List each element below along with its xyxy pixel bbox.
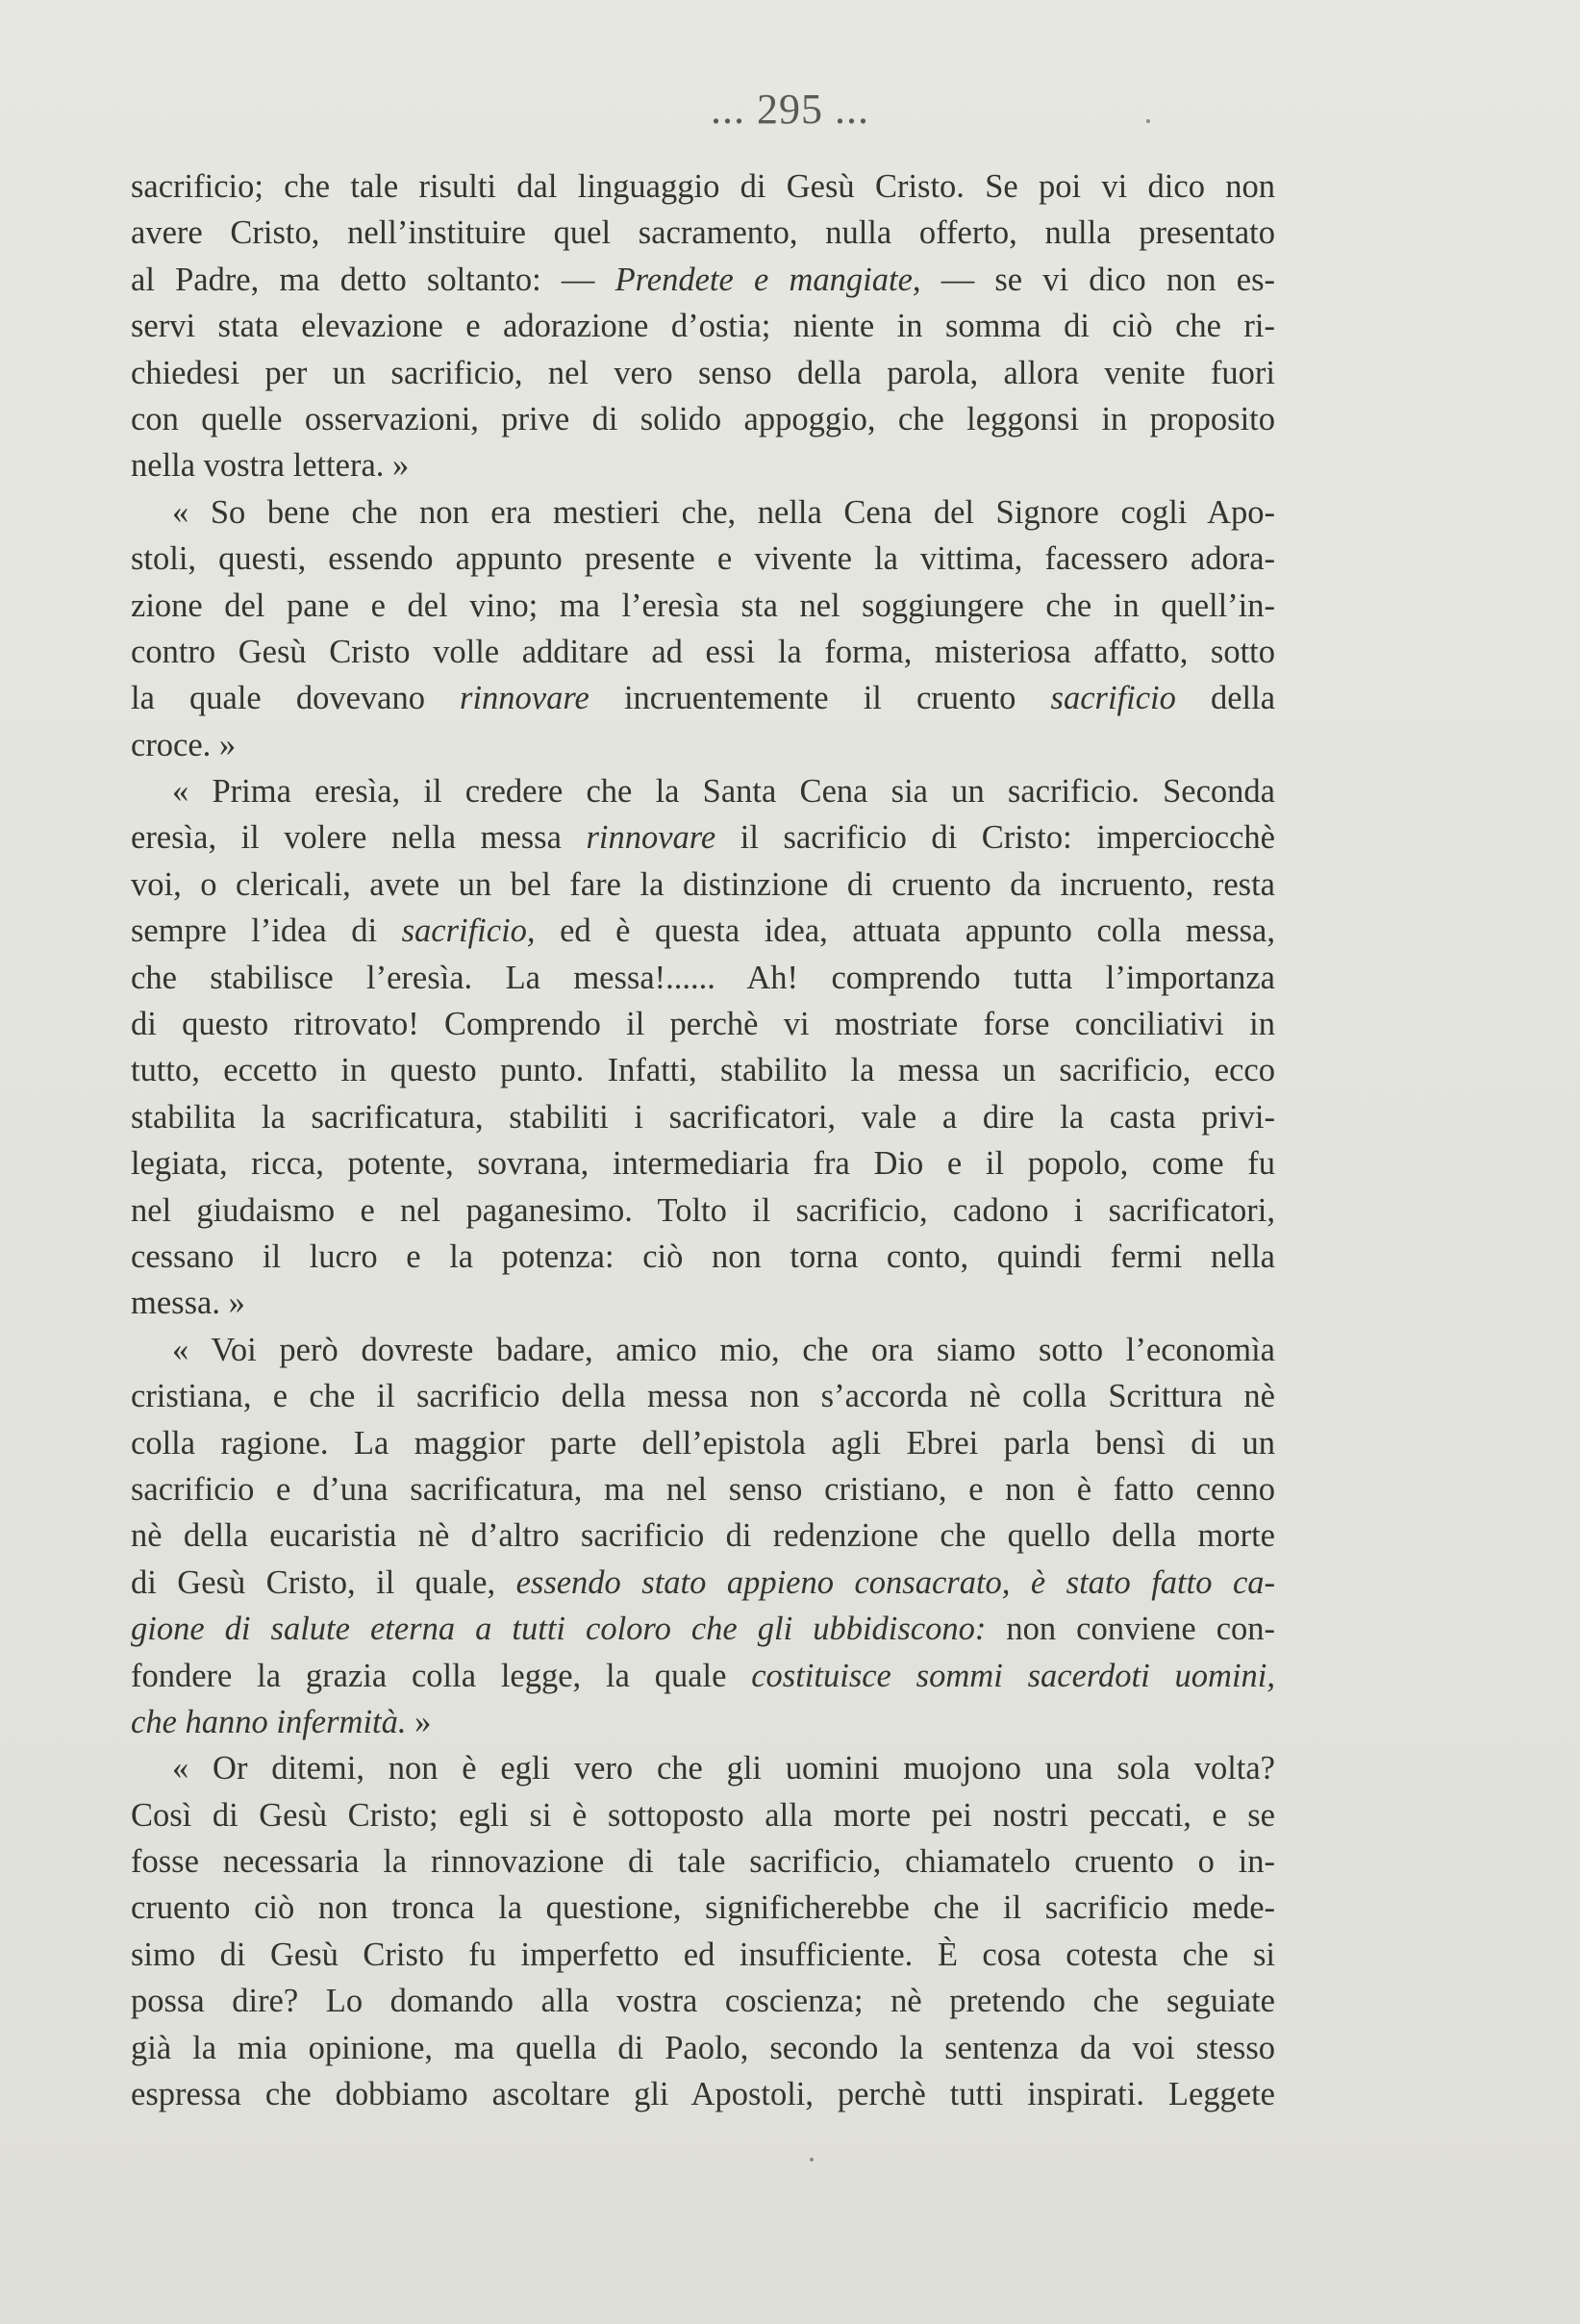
text-run: incruentemente il cruento <box>589 680 1051 717</box>
text-line <box>131 583 1275 629</box>
text-run: croce. » <box>131 726 237 763</box>
text-run: voi, o clericali, avete un bel fare la distinzione di cruento da incruento, resta <box>131 865 1275 903</box>
text-run: nella vostra lettera. » <box>131 447 410 485</box>
text-line <box>131 1885 1275 1931</box>
text-line <box>131 1653 1275 1699</box>
text-line <box>131 257 1275 303</box>
text-line <box>131 675 1275 721</box>
text-run: stoli, questi, essendo appunto presente e vivente la vittima, facessero adora- <box>131 540 1275 578</box>
text-line <box>131 1327 1275 1373</box>
text-line <box>131 629 1275 675</box>
text-run: servi stata elevazione e adorazione d’ostia; niente in somma di ciò che ri- <box>131 308 1275 345</box>
italic-text: Prendete e mangiate, <box>614 261 921 298</box>
text-run: eresìa, il volere nella messa <box>131 819 587 857</box>
print-speck <box>810 2158 814 2162</box>
text-run: « Or ditemi, non è egli vero che gli uomini muojono una sola volta? <box>172 1750 1275 1787</box>
text-line <box>131 536 1275 582</box>
italic-text: che hanno infermità. <box>131 1703 407 1740</box>
text-run: già la mia opinione, ma quella di Paolo, secondo la sentenza da voi stesso <box>131 2029 1275 2066</box>
text-run: « Voi però dovreste badare, amico mio, che ora siamo sotto l’economìa <box>172 1331 1275 1368</box>
text-run: di Gesù Cristo, il quale, <box>131 1563 516 1601</box>
italic-text: essendo stato appieno consacrato, è stato fatto ca- <box>515 1563 1275 1601</box>
text-run: che stabilisce l’eresìa. La messa!...... Ah! comprendo tutta l’importanza <box>131 959 1275 996</box>
text-run: cruento ciò non tronca la questione, significherebbe che il sacrificio mede- <box>131 1889 1275 1927</box>
text-line <box>131 1932 1275 1978</box>
text-run: avere Cristo, nell’instituire quel sacramento, nulla offerto, nulla presentato <box>131 214 1275 252</box>
text-run: legiata, ricca, potente, sovrana, intermediaria fra Dio e il popolo, come fu <box>131 1145 1275 1183</box>
text-run: » <box>406 1703 432 1740</box>
text-line <box>131 862 1275 908</box>
text-line <box>131 1420 1275 1466</box>
text-run: ed è questa idea, attuata appunto colla messa, <box>535 912 1275 950</box>
text-line <box>131 1792 1275 1838</box>
text-line <box>131 350 1275 396</box>
text-run: sacrificio e d’una sacrificatura, ma nel senso cristiano, e non è fatto cenno <box>131 1470 1275 1508</box>
text-line <box>131 1606 1275 1652</box>
text-line <box>131 1373 1275 1419</box>
text-run: nel giudaismo e nel paganesimo. Tolto il sacrificio, cadono i sacrificatori, <box>131 1191 1275 1229</box>
text-line <box>131 955 1275 1001</box>
text-run: — se vi dico non es- <box>920 261 1275 298</box>
text-run: « So bene che non era mestieri che, nella Cena del Signore cogli Apo- <box>172 493 1275 531</box>
page-number: ... 295 ... <box>711 86 869 133</box>
text-line <box>131 768 1275 814</box>
text-line <box>131 1560 1275 1606</box>
text-line <box>131 1001 1275 1047</box>
text-line <box>131 1838 1275 1885</box>
text-line <box>131 163 1275 210</box>
text-run: cristiana, e che il sacrificio della messa non s’accorda nè colla Scrittura nè <box>131 1378 1275 1415</box>
text-run: fondere la grazia colla legge, la quale <box>131 1657 752 1694</box>
text-line <box>131 1280 1275 1326</box>
text-run: di questo ritrovato! Comprendo il perchè vi mostriate forse conciliativi in <box>131 1006 1275 1043</box>
text-line <box>131 1094 1275 1140</box>
text-line <box>131 1745 1275 1791</box>
text-run: al Padre, ma detto soltanto: — <box>131 261 615 298</box>
text-line <box>131 1978 1275 2024</box>
italic-text: sacrificio, <box>401 912 536 950</box>
text-line <box>131 396 1275 442</box>
text-line <box>131 303 1275 349</box>
text-run: cessano il lucro e la potenza: ciò non torna conto, quindi fermi nella <box>131 1237 1275 1275</box>
italic-text: gione di salute eterna a tutti coloro che gli ubbidiscono: <box>131 1611 987 1648</box>
text-line <box>131 1699 1275 1745</box>
text-run: con quelle osservazioni, prive di solido appoggio, che leggonsi in proposito <box>131 400 1275 437</box>
text-run: il sacrificio di Cristo: imperciocchè <box>715 819 1275 857</box>
text-run: colla ragione. La maggior parte dell’epistola agli Ebrei parla bensì di un <box>131 1424 1275 1462</box>
text-run: possa dire? Lo domando alla vostra coscienza; nè pretendo che seguiate <box>131 1983 1275 2020</box>
text-run: Così di Gesù Cristo; egli si è sottoposto alla morte pei nostri peccati, e se <box>131 1796 1275 1834</box>
text-line <box>131 908 1275 954</box>
text-line <box>131 1466 1275 1512</box>
print-speck <box>1146 119 1150 123</box>
text-run: messa. » <box>131 1285 245 1322</box>
text-line <box>131 722 1275 768</box>
text-run: nè della eucaristia nè d’altro sacrificio di redenzione che quello della morte <box>131 1517 1275 1555</box>
italic-text: rinnovare <box>586 819 716 857</box>
text-run: della <box>1175 680 1276 717</box>
text-line <box>131 1140 1275 1187</box>
text-line <box>131 210 1275 256</box>
text-line <box>131 489 1275 536</box>
text-line <box>131 1512 1275 1559</box>
text-run: chiedesi per un sacrificio, nel vero senso della parola, allora venite fuori <box>131 354 1275 391</box>
text-run: contro Gesù Cristo volle additare ad essi la forma, misteriosa affatto, sotto <box>131 633 1275 670</box>
text-run: « Prima eresìa, il credere che la Santa Cena sia un sacrificio. Seconda <box>172 773 1275 811</box>
text-line <box>131 1047 1275 1093</box>
italic-text: costituisce sommi sacerdoti uomini, <box>751 1657 1275 1694</box>
text-run: non conviene con- <box>986 1611 1275 1648</box>
text-line <box>131 442 1275 488</box>
body-text <box>131 163 1275 2117</box>
text-run: sempre l’idea di <box>131 912 402 950</box>
text-run: zione del pane e del vino; ma l’eresìa sta nel soggiungere che in quell’in- <box>131 587 1275 624</box>
text-run: tutto, eccetto in questo punto. Infatti, stabilito la messa un sacrificio, ecco <box>131 1052 1275 1089</box>
text-run: simo di Gesù Cristo fu imperfetto ed insufficiente. È cosa cotesta che si <box>131 1936 1275 1973</box>
text-line <box>131 814 1275 861</box>
text-line <box>131 1187 1275 1234</box>
text-line <box>131 2025 1275 2071</box>
text-line <box>131 2071 1275 2117</box>
italic-text: sacrificio <box>1050 680 1176 717</box>
text-run: espressa che dobbiamo ascoltare gli Apostoli, perchè tutti inspirati. Leggete <box>131 2076 1275 2113</box>
text-run: fosse necessaria la rinnovazione di tale sacrificio, chiamatelo cruento o in- <box>131 1843 1275 1881</box>
italic-text: rinnovare <box>460 680 589 717</box>
text-run: stabilita la sacrificatura, stabiliti i sacrificatori, vale a dire la casta privi- <box>131 1098 1275 1136</box>
text-run: la quale dovevano <box>131 680 461 717</box>
text-run: sacrificio; che tale risulti dal linguaggio di Gesù Cristo. Se poi vi dico non <box>131 168 1275 205</box>
text-line <box>131 1234 1275 1280</box>
